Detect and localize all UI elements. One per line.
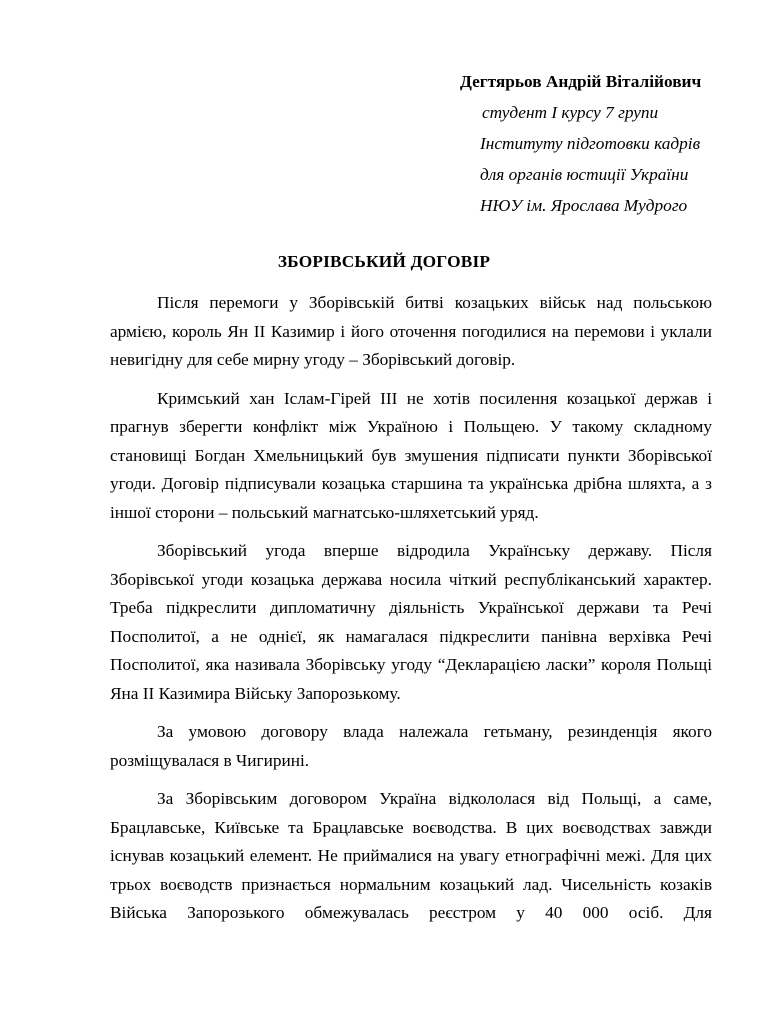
author-institute: Інституту підготовки кадрів [480, 134, 701, 153]
author-university: НЮУ ім. Ярослава Мудрого [480, 196, 688, 215]
author-institute-cont: для органів юстиції України [480, 165, 689, 184]
author-name: Дегтярьов Андрій Віталійович [460, 72, 702, 91]
paragraph: За Зборівським договором Україна відкололася від Польщі, а саме, Брацлавське, Київське та Брацлавське воєводства. В цих воєводствах завжди існував козацький елемент. Не приймалися на увагу етнографічні межі. Для цих трьох воєводств признається нормальним козацький лад. Чисельність козаків Війська Запорозького обмежувалась реєстром у 40 000 осіб. Для [110, 789, 712, 922]
paragraph: Зборівський угода вперше відродила Українську державу. Після Зборівської угоди козацька держава носила чіткий республіканський характер. Треба підкреслити дипломатичну діяльність Української держави та Речі Посполитої, а не однієї, як намагалася підкреслити панівна верхівка Речі Посполитої, яка називала Зборівську угоду “Декларацією ласки” короля Польщі Яна ІІ Казимира Війську Запорозькому. [110, 541, 712, 703]
document-body [110, 289, 712, 938]
paragraph: Після перемоги у Зборівській битві козацьких військ над польською армією, король Ян ІІ Казимир і його оточення погодилися на перемови і уклали невигідну для себе мирну угоду – Зборівський договір. [110, 293, 712, 369]
author-block [460, 66, 701, 221]
paragraph: Кримський хан Іслам-Гірей ІІІ не хотів посилення козацької держав і прагнув зберегти конфлікт між Україною і Польщею. У такому складному становищі Богдан Хмельницький був змушения підписати пункти Зборівської угоди. Договір підписували козацька старшина та українська дрібна шляхта, а з іншої сторони – польський магнатсько-шляхетський уряд. [110, 388, 712, 522]
paragraph: За умовою договору влада належала гетьману, резинденція якого розміщувалася в Чигирині. [110, 722, 712, 770]
document-title: ЗБОРІВСЬКИЙ ДОГОВІР [277, 252, 491, 271]
author-position: студент І курсу 7 групи [482, 103, 659, 122]
